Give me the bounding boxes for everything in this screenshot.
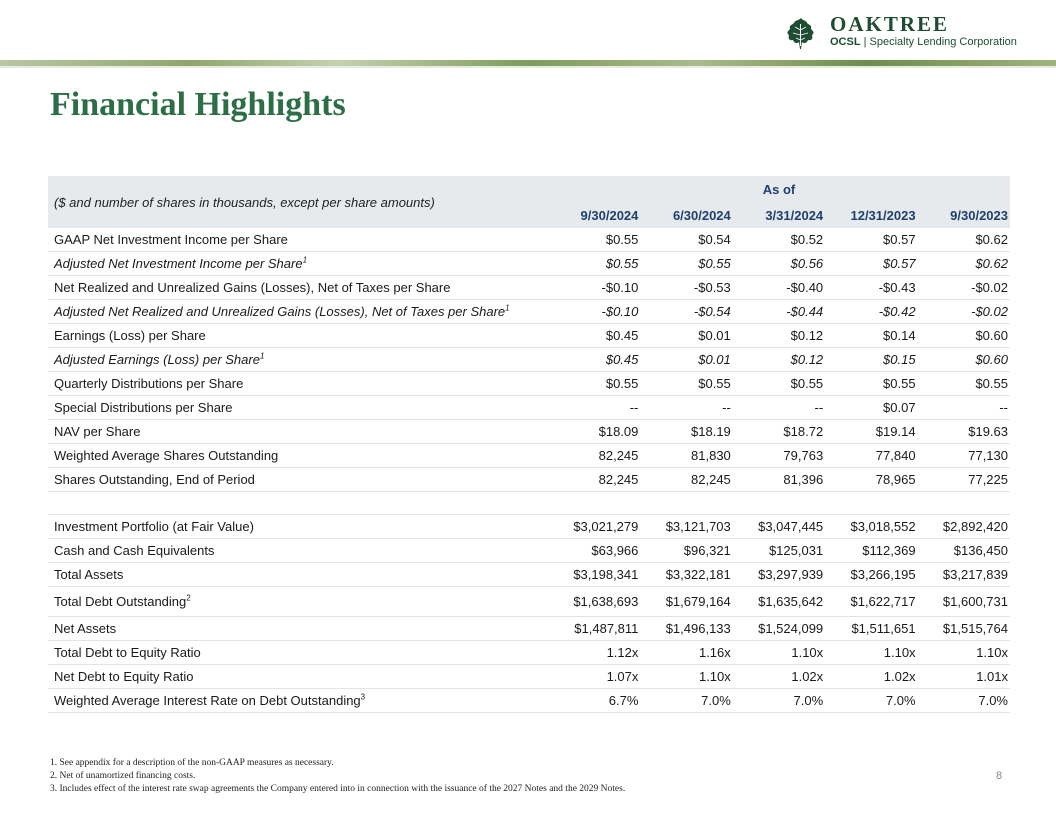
table-cell: $0.45	[548, 348, 640, 372]
table-cell: --	[918, 396, 1010, 420]
table-cell: 1.02x	[825, 665, 917, 689]
table-cell: $0.55	[640, 372, 732, 396]
table-cell: 81,830	[640, 444, 732, 468]
date-header: 9/30/2024	[548, 202, 640, 228]
table-row	[48, 300, 1010, 324]
table-description: ($ and number of shares in thousands, except per share amounts)	[48, 176, 548, 228]
oak-leaf-icon	[784, 16, 818, 50]
table-cell: -$0.02	[918, 276, 1010, 300]
row-label-text: Quarterly Distributions per Share	[54, 376, 244, 391]
table-cell: 1.02x	[733, 665, 825, 689]
footnote: 2. Net of unamortized financing costs.	[50, 771, 196, 781]
table-cell: $0.01	[640, 348, 732, 372]
table-cell: 77,840	[825, 444, 917, 468]
table-cell: 1.10x	[733, 641, 825, 665]
table-cell: $3,266,195	[825, 563, 917, 587]
table-cell: -$0.53	[640, 276, 732, 300]
table-row	[48, 539, 1010, 563]
table-cell: $0.57	[825, 252, 917, 276]
row-label	[48, 252, 548, 276]
logo-name: OAKTREE	[830, 12, 950, 36]
row-label	[48, 689, 548, 713]
row-label	[48, 539, 548, 563]
table-row	[48, 617, 1010, 641]
table-cell: $0.55	[825, 372, 917, 396]
table-cell: -$0.02	[918, 300, 1010, 324]
table-cell: $0.07	[825, 396, 917, 420]
footnotes	[50, 758, 625, 797]
table-cell: $1,515,764	[918, 617, 1010, 641]
header-band-shadow	[0, 66, 1056, 68]
table-cell: -$0.10	[548, 276, 640, 300]
table-cell: 77,225	[918, 468, 1010, 492]
row-label-text: Earnings (Loss) per Share	[54, 328, 206, 343]
table-cell: -$0.54	[640, 300, 732, 324]
table-cell: $1,487,811	[548, 617, 640, 641]
table-cell: $1,679,164	[640, 587, 732, 617]
table-cell: $0.55	[548, 372, 640, 396]
row-label-text: Investment Portfolio (at Fair Value)	[54, 519, 254, 534]
footnote-marker: 2	[186, 593, 191, 603]
row-label-text: Total Debt Outstanding	[54, 594, 187, 609]
footnote-marker: 1	[302, 255, 308, 265]
table-cell: $1,600,731	[918, 587, 1010, 617]
table-cell: $3,297,939	[733, 563, 825, 587]
row-label-text: Total Assets	[54, 567, 124, 582]
table-cell: $0.54	[640, 228, 732, 252]
table-cell: $0.12	[733, 348, 825, 372]
row-label-text: Special Distributions per Share	[54, 400, 233, 415]
table-cell: $1,524,099	[733, 617, 825, 641]
table-cell: $63,966	[548, 539, 640, 563]
table-row	[48, 348, 1010, 372]
row-label	[48, 276, 548, 300]
table-cell: 1.07x	[548, 665, 640, 689]
row-label	[48, 324, 548, 348]
as-of-header: As of	[548, 176, 1010, 202]
table-cell: -$0.43	[825, 276, 917, 300]
table-cell: $0.57	[825, 228, 917, 252]
table-cell: $0.15	[825, 348, 917, 372]
row-label-text: Adjusted Earnings (Loss) per Share	[54, 352, 260, 367]
row-label	[48, 492, 548, 515]
table-row	[48, 276, 1010, 300]
table-cell: $3,322,181	[640, 563, 732, 587]
table-cell: $3,217,839	[918, 563, 1010, 587]
table-row	[48, 563, 1010, 587]
table-cell: $0.62	[918, 228, 1010, 252]
table-cell: $136,450	[918, 539, 1010, 563]
page-number: 8	[996, 770, 1003, 782]
table-row	[48, 444, 1010, 468]
table-cell	[825, 492, 917, 515]
footnote-marker: 1	[259, 351, 265, 361]
table-cell: 7.0%	[825, 689, 917, 713]
table-cell: $3,198,341	[548, 563, 640, 587]
table-cell: 81,396	[733, 468, 825, 492]
page-title: Financial Highlights	[50, 86, 346, 123]
table-cell: 77,130	[918, 444, 1010, 468]
oaktree-logo	[784, 12, 1024, 52]
table-row	[48, 587, 1010, 617]
table-cell: $1,638,693	[548, 587, 640, 617]
row-label	[48, 444, 548, 468]
table-row	[48, 468, 1010, 492]
table-cell: $0.01	[640, 324, 732, 348]
table-cell: -$0.40	[733, 276, 825, 300]
table-cell: $112,369	[825, 539, 917, 563]
row-label-text: Weighted Average Interest Rate on Debt Outstanding	[54, 693, 361, 708]
footnote-marker: 3	[360, 692, 366, 702]
table-cell: 78,965	[825, 468, 917, 492]
row-label-text: Shares Outstanding, End of Period	[54, 472, 255, 487]
table-cell: $0.14	[825, 324, 917, 348]
table-row	[48, 396, 1010, 420]
row-label	[48, 300, 548, 324]
table-cell: 1.10x	[640, 665, 732, 689]
logo-subtitle	[830, 36, 1017, 48]
footnote-marker: 1	[505, 303, 510, 313]
row-label	[48, 228, 548, 252]
table-cell: $3,047,445	[733, 515, 825, 539]
row-label	[48, 372, 548, 396]
table-row	[48, 420, 1010, 444]
table-cell: $19.14	[825, 420, 917, 444]
table-cell: $3,021,279	[548, 515, 640, 539]
table-cell: $1,622,717	[825, 587, 917, 617]
row-label-text: GAAP Net Investment Income per Share	[54, 232, 288, 247]
table-row	[48, 641, 1010, 665]
table-cell: -$0.42	[825, 300, 917, 324]
table-cell: $0.55	[918, 372, 1010, 396]
table-cell: 79,763	[733, 444, 825, 468]
table-row	[48, 228, 1010, 252]
row-label-text: Net Assets	[54, 621, 117, 636]
table-cell: --	[640, 396, 732, 420]
date-header: 12/31/2023	[825, 202, 917, 228]
table-cell: $19.63	[918, 420, 1010, 444]
table-cell: $0.60	[918, 348, 1010, 372]
table-cell: $3,018,552	[825, 515, 917, 539]
table-cell: 1.12x	[548, 641, 640, 665]
row-label	[48, 641, 548, 665]
table-cell: 1.16x	[640, 641, 732, 665]
table-cell: $96,321	[640, 539, 732, 563]
table-body	[48, 228, 1010, 713]
footnote: 3. Includes effect of the interest rate swap agreements the Company entered into in connection with the issuance of the 2027 Notes and the 2029 Notes.	[50, 784, 626, 794]
table-cell: $18.72	[733, 420, 825, 444]
row-label	[48, 563, 548, 587]
table-row	[48, 372, 1010, 396]
table-cell: 82,245	[548, 468, 640, 492]
table-cell: 1.01x	[918, 665, 1010, 689]
table-cell: 82,245	[640, 468, 732, 492]
table-cell: --	[733, 396, 825, 420]
row-label	[48, 617, 548, 641]
table-cell: $125,031	[733, 539, 825, 563]
row-label-text: Weighted Average Shares Outstanding	[54, 448, 279, 463]
row-label	[48, 396, 548, 420]
logo-sub-rest: | Specialty Lending Corporation	[860, 36, 1017, 48]
table-cell: 6.7%	[548, 689, 640, 713]
table-cell: $3,121,703	[640, 515, 732, 539]
table-cell	[733, 492, 825, 515]
table-row	[48, 492, 1010, 515]
footnote: 1. See appendix for a description of the non-GAAP measures as necessary.	[50, 758, 334, 768]
logo-sub-bold: OCSL	[830, 36, 861, 48]
financial-highlights-table	[48, 176, 1010, 713]
table-cell: 1.10x	[825, 641, 917, 665]
table-cell: $0.45	[548, 324, 640, 348]
table-cell: $1,496,133	[640, 617, 732, 641]
table-cell: 7.0%	[918, 689, 1010, 713]
table-row	[48, 252, 1010, 276]
row-label-text: NAV per Share	[54, 424, 141, 439]
row-label	[48, 515, 548, 539]
row-label	[48, 468, 548, 492]
row-label	[48, 348, 548, 372]
row-label-text: Cash and Cash Equivalents	[54, 543, 215, 558]
row-label	[48, 665, 548, 689]
table-cell: --	[548, 396, 640, 420]
table-cell: $0.12	[733, 324, 825, 348]
date-header: 3/31/2024	[733, 202, 825, 228]
date-header: 6/30/2024	[640, 202, 732, 228]
table-cell: $1,635,642	[733, 587, 825, 617]
table-cell: $0.55	[640, 252, 732, 276]
row-label-text: Adjusted Net Realized and Unrealized Gains (Losses), Net of Taxes per Share	[54, 304, 506, 319]
table-cell: $0.60	[918, 324, 1010, 348]
row-label-text: Net Realized and Unrealized Gains (Losses), Net of Taxes per Share	[54, 280, 451, 295]
table-cell: 82,245	[548, 444, 640, 468]
table-cell: 7.0%	[733, 689, 825, 713]
table-cell: -$0.44	[733, 300, 825, 324]
row-label	[48, 587, 548, 617]
table-cell: 1.10x	[918, 641, 1010, 665]
table-cell: $0.52	[733, 228, 825, 252]
row-label-text: Total Debt to Equity Ratio	[54, 645, 201, 660]
table-cell	[548, 492, 640, 515]
table-cell: $0.56	[733, 252, 825, 276]
table-row	[48, 324, 1010, 348]
row-label-text: Adjusted Net Investment Income per Share	[54, 256, 303, 271]
table-cell: $2,892,420	[918, 515, 1010, 539]
date-header: 9/30/2023	[918, 202, 1010, 228]
table-cell: $1,511,651	[825, 617, 917, 641]
table-cell: $18.09	[548, 420, 640, 444]
table-cell: $0.62	[918, 252, 1010, 276]
table-row	[48, 515, 1010, 539]
table-cell: $18.19	[640, 420, 732, 444]
table-cell: -$0.10	[548, 300, 640, 324]
table-cell	[640, 492, 732, 515]
row-label	[48, 420, 548, 444]
table-cell: $0.55	[733, 372, 825, 396]
table-cell: $0.55	[548, 252, 640, 276]
table-row	[48, 689, 1010, 713]
table-cell: 7.0%	[640, 689, 732, 713]
table-cell: $0.55	[548, 228, 640, 252]
table-cell	[918, 492, 1010, 515]
row-label-text: Net Debt to Equity Ratio	[54, 669, 194, 684]
table-row	[48, 665, 1010, 689]
